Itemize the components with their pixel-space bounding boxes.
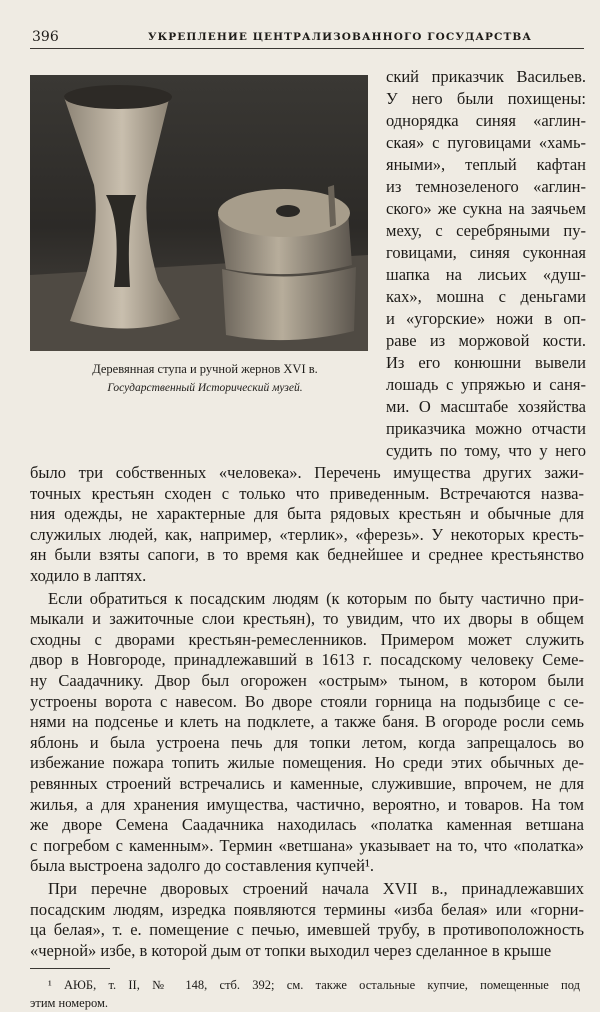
- body-text-line: ну Саадачнику. Двор был огорожен «острым» тыном, в котором были: [30, 671, 584, 690]
- side-text-line: ского» же сукна на заячьем: [386, 199, 586, 218]
- side-text-line: ская» с пуговицами «хамь-: [386, 133, 586, 152]
- side-text-line: ках», мошна с деньгами: [386, 287, 586, 306]
- body-text-line: ревянных строений встречались и каменные, служившие, впрочем, не для: [30, 774, 584, 793]
- side-text-line: ский приказчик Васильев.: [386, 67, 586, 86]
- side-text-line: Из его конюшни вывели: [386, 353, 586, 372]
- body-text-line: ян были взяты сапоги, в то время как беднейшее и среднее крестьянство: [30, 545, 584, 565]
- side-text-line: яными», теплый кафтан: [386, 155, 586, 174]
- side-text-line: У него были похищены:: [386, 89, 586, 108]
- body-text-line: двор в Новгороде, принадлежавший в 1613 г. посадскому человеку Семе-: [30, 650, 584, 670]
- caption-title: Деревянная ступа и ручной жернов XVI в.: [92, 362, 318, 376]
- body-text-line: было три собственных «человека». Перечень имущества других зажи-: [30, 463, 584, 482]
- body-text-line: ния одежды, не характерные для быта рядовых крестьян и обычные для: [30, 504, 584, 524]
- side-text-line: приказчика можно отчасти: [386, 419, 586, 438]
- body-text-line: была выстроена задолго до составления купчей¹.: [30, 856, 375, 876]
- body-text-line: точных крестьян сходен с только что приведенным. Встречаются назва-: [30, 483, 584, 503]
- body-text-line: сходны с дворами крестьян-ремесленников. Примером может служить: [30, 629, 584, 649]
- body-text-line: ходило в лаптях.: [30, 566, 147, 585]
- side-text-line: судить по тому, что у него: [386, 441, 586, 460]
- museum-photo: [30, 75, 368, 351]
- side-text-line: меху, с серебряными пу-: [386, 221, 586, 240]
- paragraph-first-line: При перечне дворовых строений начала XVII в., принадлежавших: [48, 879, 584, 898]
- page-number: 396: [32, 29, 59, 45]
- body-text-line: жилья, а для хранения имущества, частично, вероятно, и товаров. На том: [30, 794, 584, 814]
- body-text-line: нями на подсенье и клеть на подклете, а также баня. В огороде росли семь: [30, 712, 584, 732]
- caption-source: Государственный Исторический музей.: [107, 382, 303, 394]
- body-text-line: ца белая», т. е. помещение с печью, имевшей трубу, в противоположность: [30, 920, 584, 940]
- body-text-line: избежание пожара топить жилые помещения. Но среди этих обычных де-: [30, 753, 584, 773]
- body-text-line: мыкали и зажиточные слои крестьян), то увидим, что их дворы в общем: [30, 609, 584, 629]
- body-text-line: устроены ворота с навесом. Во дворе стояли горница на подызбице с се-: [30, 691, 584, 711]
- side-text-line: ми. О масштабе хозяйства: [386, 397, 586, 416]
- body-text-line: служилых людей, как, например, «терлик», «ферезь». У некоторых кресть-: [30, 524, 584, 544]
- paragraph-first-line: Если обратиться к посадским людям (к которым по быту частично при-: [48, 588, 584, 608]
- body-text-line: с погребом с каменным». Термин «ветшана» указывает на то, что «полатка»: [30, 835, 584, 855]
- side-text-line: раве из моржовой кости.: [386, 331, 586, 350]
- footnote-line: ¹ АЮБ, т. II, № 148, стб. 392; см. также остальные купчие, помещенные под: [48, 978, 580, 993]
- body-text-line: «черной» избе, в которой дым от топки выходил через сделанное в крыше: [30, 940, 552, 960]
- side-text-line: шапка на лисьих «душ-: [386, 265, 586, 284]
- page-header: [30, 28, 584, 49]
- body-text-line: посадским людям, изредка появляются термины «изба белая» или «горни-: [30, 899, 584, 919]
- side-text-line: и «угорские» ножи в оп-: [386, 309, 586, 328]
- side-text-line: однорядка синяя «аглин-: [386, 111, 586, 130]
- side-text-line: из темнозеленого «аглин-: [386, 177, 586, 196]
- side-text-line: лошадь с упряжью и саня-: [386, 375, 586, 394]
- running-title: УКРЕПЛЕНИЕ ЦЕНТРАЛИЗОВАННОГО ГОСУДАРСТВА: [148, 31, 533, 43]
- side-text-line: говицами, синяя суконная: [386, 243, 586, 262]
- footnote-line: этим номером.: [30, 996, 109, 1011]
- body-text-line: же дворе Семена Саадачника находилась «полатка каменная ветшана: [30, 815, 584, 835]
- body-text-line: яблонь и была устроена печь для топки летом, когда запрещалось во: [30, 732, 584, 752]
- footnote-rule: [30, 968, 110, 969]
- figure-caption: [30, 360, 380, 398]
